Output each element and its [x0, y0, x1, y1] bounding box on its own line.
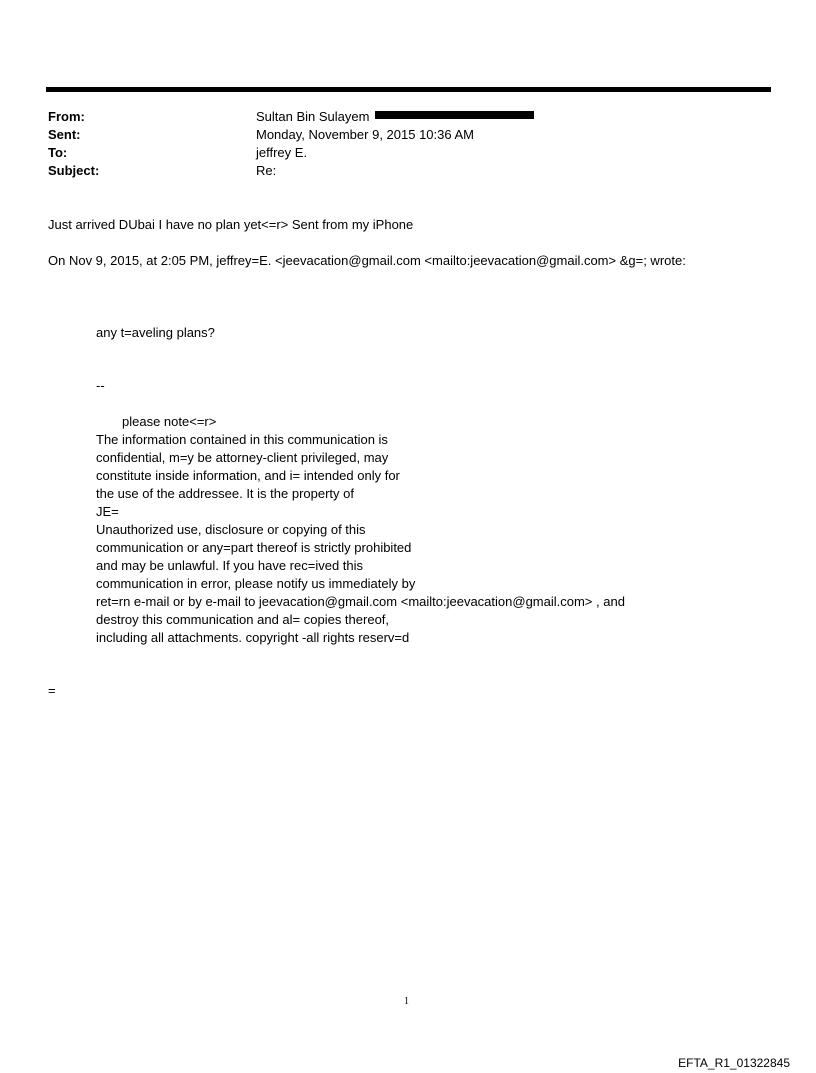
sent-value: Monday, November 9, 2015 10:36 AM	[256, 127, 474, 142]
disclaimer-line: constitute inside information, and i= intended only for	[96, 468, 400, 483]
to-label: To:	[48, 145, 68, 160]
disclaimer-line: JE=	[96, 504, 119, 519]
sent-label: Sent:	[48, 127, 81, 142]
disclaimer-line: communication or any=part thereof is strictly prohibited	[96, 540, 412, 555]
to-value: jeffrey E.	[256, 145, 308, 160]
signature-separator: --	[96, 378, 105, 393]
from-label: From:	[48, 109, 85, 124]
quote-intro: On Nov 9, 2015, at 2:05 PM, jeffrey=E. <jeevacation@gmail.com <mailto:jeevacation@gmail.com> &g=; wrote:	[48, 253, 686, 268]
document-id: EFTA_R1_01322845	[678, 1056, 790, 1070]
disclaimer-line: and may be unlawful. If you have rec=ived this	[96, 558, 364, 573]
redaction-bar	[375, 111, 534, 119]
disclaimer-line: please note<=r>	[122, 414, 217, 429]
from-value	[256, 108, 534, 126]
disclaimer-line: including all attachments. copyright -all rights reserv=d	[96, 630, 410, 645]
from-name: Sultan Bin Sulayem	[256, 109, 370, 124]
disclaimer-line: ret=rn e-mail or by e-mail to jeevacation@gmail.com <mailto:jeevacation@gmail.com> , and	[96, 594, 625, 609]
reply-text: Just arrived DUbai I have no plan yet<=r> Sent from my iPhone	[48, 217, 414, 232]
disclaimer-line: destroy this communication and al= copies thereof,	[96, 612, 390, 627]
disclaimer-line: The information contained in this communication is	[96, 432, 388, 447]
disclaimer-line: Unauthorized use, disclosure or copying of this	[96, 522, 366, 537]
subject-label: Subject:	[48, 163, 100, 178]
trailing-mark: =	[48, 683, 56, 698]
quoted-question: any t=aveling plans?	[96, 325, 215, 340]
disclaimer-line: confidential, m=y be attorney-client privileged, may	[96, 450, 389, 465]
header-divider-rule	[46, 87, 771, 92]
subject-value: Re:	[256, 163, 277, 178]
disclaimer-line: the use of the addressee. It is the property of	[96, 486, 354, 501]
disclaimer-line: communication in error, please notify us immediately by	[96, 576, 416, 591]
page-number: 1	[404, 996, 409, 1007]
